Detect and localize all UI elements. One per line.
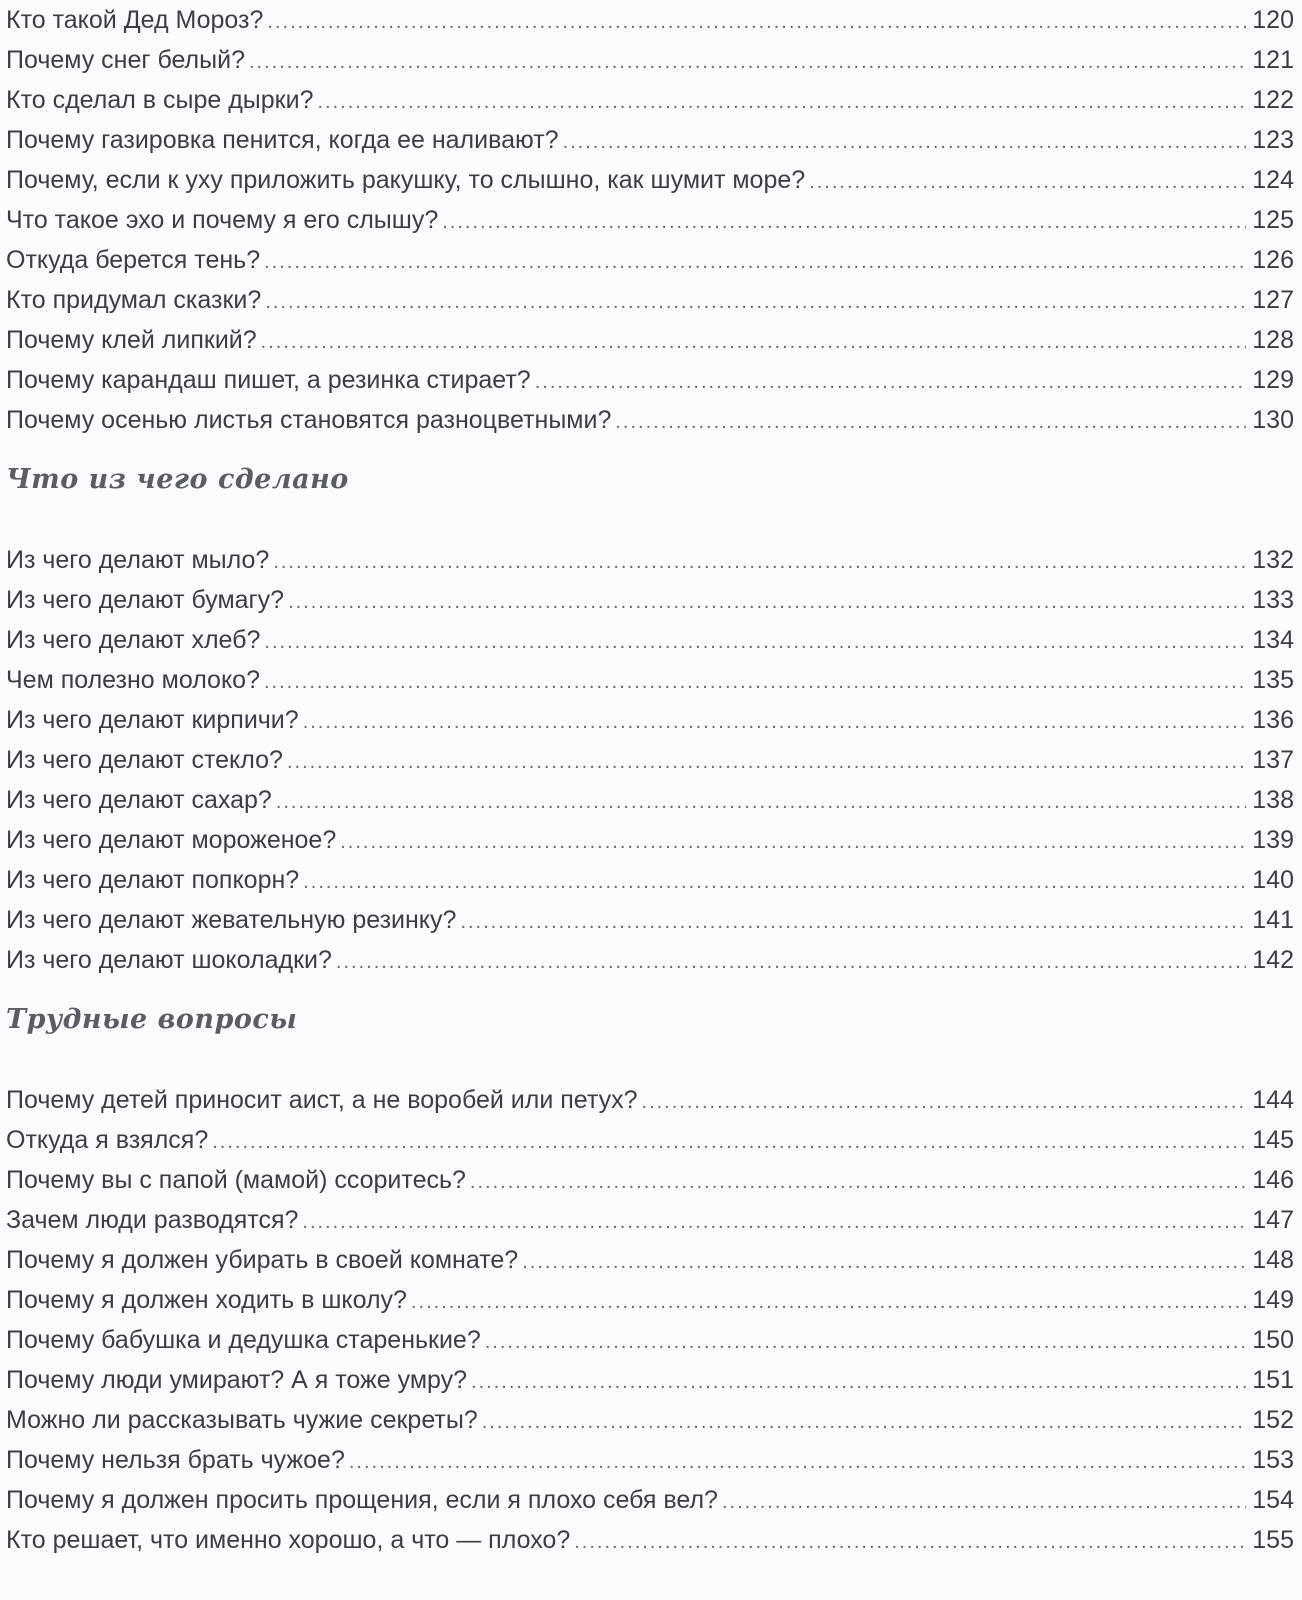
toc-entry-question: Что такое эхо и почему я его слышу?: [6, 206, 439, 234]
toc-entry-page-number: 142: [1252, 946, 1294, 974]
toc-entry-page-number: 139: [1252, 826, 1294, 854]
toc-entry-page-number: 127: [1252, 286, 1294, 314]
dot-leader: [288, 582, 1246, 622]
dot-leader: [722, 1482, 1246, 1522]
toc-entry: [6, 240, 1294, 280]
toc-entry-page-number: 124: [1252, 166, 1294, 194]
toc-entry-question: Из чего делают жевательную резинку?: [6, 906, 457, 934]
toc-entry-page-number: 152: [1252, 1406, 1294, 1434]
toc-entry-question: Из чего делают мыло?: [6, 546, 270, 574]
toc-entry-page-number: 141: [1252, 906, 1294, 934]
toc-entry-page-number: 125: [1252, 206, 1294, 234]
toc-list: [6, 1080, 1294, 1560]
dot-leader: [535, 362, 1246, 402]
toc-entry-page-number: 126: [1252, 246, 1294, 274]
dot-leader: [276, 782, 1246, 822]
toc-entry-page-number: 137: [1252, 746, 1294, 774]
toc-entry-page-number: 132: [1252, 546, 1294, 574]
toc-entry-question: Почему детей приносит аист, а не воробей или петух?: [6, 1086, 638, 1114]
section-title: Трудные вопросы: [6, 1004, 298, 1035]
dot-leader: [264, 622, 1246, 662]
toc-entry: [6, 360, 1294, 400]
dot-leader: [317, 82, 1246, 122]
toc-entry: [6, 860, 1294, 900]
dot-leader: [212, 1122, 1246, 1162]
dot-leader: [485, 1322, 1246, 1362]
toc-entry: [6, 1160, 1294, 1200]
toc-entry: [6, 1480, 1294, 1520]
toc-entry-page-number: 129: [1252, 366, 1294, 394]
toc-entry: [6, 1240, 1294, 1280]
toc-entry: [6, 620, 1294, 660]
toc-entry: [6, 1080, 1294, 1120]
toc-entry-question: Из чего делают мороженое?: [6, 826, 337, 854]
toc-entry-question: Почему газировка пенится, когда ее наливают?: [6, 126, 559, 154]
toc-entry-page-number: 135: [1252, 666, 1294, 694]
toc-entry: [6, 40, 1294, 80]
dot-leader: [563, 122, 1246, 162]
toc-entry: [6, 740, 1294, 780]
toc-entry-question: Почему снег белый?: [6, 46, 245, 74]
toc-entry-page-number: 120: [1252, 6, 1294, 34]
dot-leader: [264, 662, 1246, 702]
toc-entry-page-number: 128: [1252, 326, 1294, 354]
toc-entry-page-number: 133: [1252, 586, 1294, 614]
toc-entry: [6, 1280, 1294, 1320]
dot-leader: [615, 402, 1246, 442]
dot-leader: [574, 1522, 1246, 1562]
toc-entry-question: Чем полезно молоко?: [6, 666, 260, 694]
section-title: Что из чего сделано: [6, 464, 349, 495]
toc-entry-page-number: 123: [1252, 126, 1294, 154]
toc-entry: [6, 200, 1294, 240]
dot-leader: [471, 1362, 1246, 1402]
toc-entry: [6, 940, 1294, 980]
dot-leader: [261, 322, 1246, 362]
toc-entry-page-number: 140: [1252, 866, 1294, 894]
dot-leader: [267, 2, 1246, 42]
toc-entry-page-number: 122: [1252, 86, 1294, 114]
dot-leader: [287, 742, 1246, 782]
toc-entry-question: Кто такой Дед Мороз?: [6, 6, 264, 34]
toc-entry-question: Кто сделал в сыре дырки?: [6, 86, 314, 114]
toc-entry: [6, 160, 1294, 200]
dot-leader: [642, 1082, 1246, 1122]
dot-leader: [273, 542, 1246, 582]
dot-leader: [264, 242, 1246, 282]
toc-entry-page-number: 146: [1252, 1166, 1294, 1194]
toc-entry-question: Почему люди умирают? А я тоже умру?: [6, 1366, 468, 1394]
toc-entry-page-number: 144: [1252, 1086, 1294, 1114]
toc-entry: [6, 280, 1294, 320]
toc-entry: [6, 1440, 1294, 1480]
toc-entry-question: Почему, если к уху приложить ракушку, то слышно, как шумит море?: [6, 166, 806, 194]
toc-entry-question: Откуда берется тень?: [6, 246, 261, 274]
toc-list: [6, 540, 1294, 980]
toc-entry-question: Можно ли рассказывать чужие секреты?: [6, 1406, 478, 1434]
dot-leader: [302, 1202, 1246, 1242]
toc-entry-page-number: 151: [1252, 1366, 1294, 1394]
toc-list: [6, 0, 1294, 440]
dot-leader: [349, 1442, 1246, 1482]
toc-entry: [6, 660, 1294, 700]
toc-entry-question: Из чего делают кирпичи?: [6, 706, 299, 734]
toc-entry: [6, 80, 1294, 120]
dot-leader: [470, 1162, 1246, 1202]
toc-entry: [6, 0, 1294, 40]
toc-entry: [6, 1320, 1294, 1360]
toc-entry: [6, 700, 1294, 740]
dot-leader: [336, 942, 1246, 982]
toc-entry-question: Из чего делают стекло?: [6, 746, 283, 774]
toc-entry: [6, 400, 1294, 440]
toc-entry: [6, 1200, 1294, 1240]
toc-entry-question: Кто придумал сказки?: [6, 286, 262, 314]
toc-entry-page-number: 150: [1252, 1326, 1294, 1354]
toc-entry-question: Почему осенью листья становятся разноцветными?: [6, 406, 612, 434]
toc-entry-question: Из чего делают сахар?: [6, 786, 272, 814]
toc-entry-page-number: 154: [1252, 1486, 1294, 1514]
toc-entry-question: Из чего делают хлеб?: [6, 626, 261, 654]
toc-entry: [6, 540, 1294, 580]
toc-entry: [6, 900, 1294, 940]
toc-entry-page-number: 153: [1252, 1446, 1294, 1474]
dot-leader: [249, 42, 1246, 82]
toc-section-continued: [6, 0, 1294, 440]
toc-section-materials: [6, 460, 1294, 980]
toc-entry: [6, 1360, 1294, 1400]
toc-entry-question: Почему я должен убирать в своей комнате?: [6, 1246, 519, 1274]
toc-entry-page-number: 148: [1252, 1246, 1294, 1274]
dot-leader: [340, 822, 1246, 862]
toc-entry: [6, 820, 1294, 860]
toc-entry-page-number: 121: [1252, 46, 1294, 74]
toc-entry-question: Почему я должен просить прощения, если я плохо себя вел?: [6, 1486, 718, 1514]
toc-entry-question: Почему я должен ходить в школу?: [6, 1286, 407, 1314]
toc-entry: [6, 320, 1294, 360]
toc-entry: [6, 1400, 1294, 1440]
toc-entry-page-number: 145: [1252, 1126, 1294, 1154]
toc-entry-page-number: 147: [1252, 1206, 1294, 1234]
dot-leader: [411, 1282, 1246, 1322]
toc-entry-page-number: 136: [1252, 706, 1294, 734]
toc-entry-question: Почему нельзя брать чужое?: [6, 1446, 345, 1474]
toc-entry-page-number: 134: [1252, 626, 1294, 654]
toc-entry: [6, 780, 1294, 820]
toc-entry-question: Из чего делают шоколадки?: [6, 946, 332, 974]
toc-section-hard-questions: [6, 1000, 1294, 1560]
toc-entry: [6, 1120, 1294, 1160]
toc-entry-question: Почему карандаш пишет, а резинка стирает?: [6, 366, 531, 394]
dot-leader: [482, 1402, 1246, 1442]
toc-entry-question: Почему вы с папой (мамой) ссоритесь?: [6, 1166, 466, 1194]
dot-leader: [442, 202, 1246, 242]
toc-entry-question: Почему клей липкий?: [6, 326, 257, 354]
toc-entry-question: Из чего делают бумагу?: [6, 586, 285, 614]
toc-entry-page-number: 138: [1252, 786, 1294, 814]
dot-leader: [303, 862, 1246, 902]
toc-entry-question: Зачем люди разводятся?: [6, 1206, 299, 1234]
dot-leader: [522, 1242, 1246, 1282]
toc-entry-question: Почему бабушка и дедушка старенькие?: [6, 1326, 481, 1354]
dot-leader: [809, 162, 1246, 202]
toc-entry: [6, 120, 1294, 160]
toc-entry-page-number: 130: [1252, 406, 1294, 434]
toc-entry: [6, 580, 1294, 620]
toc-entry-page-number: 149: [1252, 1286, 1294, 1314]
dot-leader: [460, 902, 1246, 942]
toc-entry: [6, 1520, 1294, 1560]
toc-entry-question: Кто решает, что именно хорошо, а что — плохо?: [6, 1526, 571, 1554]
toc-entry-question: Из чего делают попкорн?: [6, 866, 300, 894]
toc-entry-page-number: 155: [1252, 1526, 1294, 1554]
dot-leader: [265, 282, 1246, 322]
toc-entry-question: Откуда я взялся?: [6, 1126, 209, 1154]
dot-leader: [303, 702, 1246, 742]
